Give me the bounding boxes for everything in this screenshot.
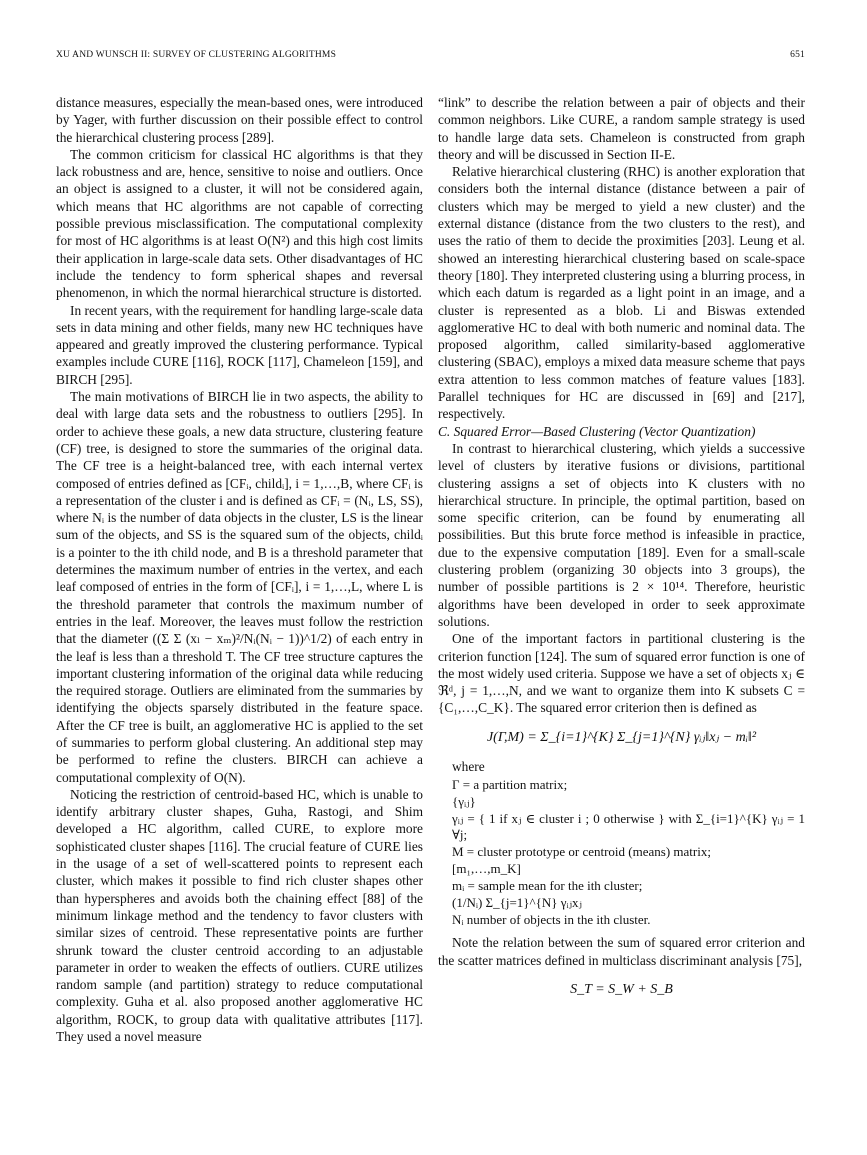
section-heading: C. Squared Error—Based Clustering (Vector Quantization) [438,423,756,439]
left-column [56,94,423,1045]
paragraph: The common criticism for classical HC algorithms is that they lack robustness and are, hence, sensitive to noise and outliers. Once an object is assigned to a cluster, it will not be considered again, which means that HC algorithms are not capable of correcting possible previous misclassification. The computational complexity for most of HC algorithms is at least O(N²) and this high cost limits their application in large-scale data sets. Other disadvantages of HC include the tendency to form spherical shapes and reversal phenomenon, in which the normal hierarchical structure is distorted. [56,146,423,301]
definition-list [452,777,805,928]
equation-scatter: S_T = S_W + S_B [570,981,673,997]
definition-item: M = cluster prototype or centroid (means) matrix; [452,844,711,860]
paragraph: “link” to describe the relation between a pair of objects and their common neighbors. Like CURE, a random sample strategy is used to handle large data sets. Chameleon is constructed from graph theory and will be discussed in Section II-E. [438,95,805,162]
where-label: where [452,758,485,774]
page-number: 651 [790,50,805,60]
definition-item: (1/Nᵢ) Σ_{j=1}^{N} γᵢⱼxⱼ [452,895,582,911]
definition-item: Nᵢ number of objects in the ith cluster. [452,912,651,928]
definition-item: mᵢ = sample mean for the ith cluster; [452,878,643,894]
paragraph: Relative hierarchical clustering (RHC) is another exploration that considers both the internal distance (distance between a pair of clusters which may be merged to yield a new cluster) and the external distance (distance from the two clusters to the rest), and uses the ratio of them to decide the proximities [203]. Leung et al. showed an interesting hierarchical clustering based on scale-space theory [180]. They interpreted clustering using a blurring process, in which each datum is regarded as a light point in an image, and a cluster is represented as a blob. Li and Biswas extended agglomerative HC to deal with both numeric and nominal data. The proposed algorithm, called similarity-based agglomerative clustering (SBAC), employs a mixed data measure scheme that pays extra attention to less common matches of feature values [183]. Parallel techniques for HC are discussed in [69] and [217], respectively. [438,164,805,422]
paragraph: Note the relation between the sum of squared error criterion and the scatter matrices defined in multiclass discriminant analysis [75], [438,935,805,968]
equation-squared-error: J(Γ,M) = Σ_{i=1}^{K} Σ_{j=1}^{N} γᵢⱼ‖xⱼ − mᵢ‖² [486,729,757,745]
paragraph: In recent years, with the requirement for handling large-scale data sets in data mining and other fields, many new HC techniques have appeared and greatly improved the clustering performance. Typical examples include CURE [116], ROCK [117], Chameleon [159], and BIRCH [295]. [56,302,423,387]
paragraph: distance measures, especially the mean-based ones, were introduced by Yager, with further discussion on their possible effect to control the hierarchical clustering process [289]. [56,95,423,145]
right-column [438,94,805,1010]
paragraph: The main motivations of BIRCH lie in two aspects, the ability to deal with large data sets and the robustness to outliers [295]. In order to achieve these goals, a new data structure, clustering feature (CF) tree, is designed to store the summaries of the original data. The CF tree is a height-balanced tree, with each internal vertex composed of entries defined as [CFᵢ, childᵢ], i = 1,…,B, where CFᵢ is a representation of the cluster i and is defined as CFᵢ = (Nᵢ, LS, SS), where Nᵢ is the number of data objects in the cluster, LS is the linear sum of the objects, and SS is the squared sum of the objects, childᵢ is a pointer to the ith child node, and B is a threshold parameter that determines the maximum number of entries in the vertex, and each leaf composed of entries in the form of [CFᵢ], i = 1,…,L, where L is the threshold parameter that controls the maximum number of entries in the leaf. Moreover, the leaves must follow the restriction that the diameter ((Σ Σ (xₗ − xₘ)²/Nᵢ(Nᵢ − 1))^1/2) of each entry in the leaf is less than a threshold T. The CF tree structure captures the important clustering information of the original data while reducing the required storage. Outliers are eliminated from the summaries by identifying the objects sparsely distributed in the feature space. After the CF tree is built, an agglomerative HC is applied to the set of summaries to perform global clustering. An additional step may be performed to refine the clusters. BIRCH can achieve a computational complexity of O(N). [56,389,423,785]
paragraph: Noticing the restriction of centroid-based HC, which is unable to identify arbitrary cluster shapes, Guha, Rastogi, and Shim developed a HC algorithm, called CURE, to explore more sophisticated cluster shapes [116]. The crucial feature of CURE lies in the usage of a set of well-scattered points to represent each cluster, which makes it possible to find rich cluster shapes other than hyperspheres and avoids both the chaining effect [88] of the minimum linkage method and the tendency to favor clusters with similar sizes of centroid. These representative points are further shrunk toward the cluster centroid according to an adjustable parameter in order to weaken the effects of outliers. CURE utilizes random sample (and partition) strategy to reduce computational complexity. Guha et al. also proposed another agglomerative HC algorithm, ROCK, to group data with qualitative attributes [117]. They used a novel measure [56,786,423,1045]
paragraph: In contrast to hierarchical clustering, which yields a successive level of clusters by iterative fusions or divisions, partitional clustering assigns a set of objects into K clusters with no hierarchical structure. In principle, the optimal partition, based on some specific criterion, can be found by enumerating all possibilities. But this brute force method is infeasible in practice, due to the expensive computation [189]. Even for a small-scale clustering problem (organizing 30 objects into 3 groups), the number of possible partitions is 2 × 10¹⁴. Therefore, heuristic algorithms have been developed in order to seek approximate solutions. [438,440,805,629]
definition-item: {γᵢⱼ} [452,794,476,810]
definition-item: γᵢⱼ = { 1 if xⱼ ∈ cluster i ; 0 otherwise } with Σ_{i=1}^{K} γᵢⱼ = 1 ∀j; [452,811,805,843]
paragraph: One of the important factors in partitional clustering is the criterion function [124]. The sum of squared error function is one of the most widely used criteria. Suppose we have a set of objects xⱼ ∈ ℜᵈ, j = 1,…,N, and we want to organize them into K subsets C = {C₁,…,C_K}. The squared error criterion then is defined as [438,631,805,716]
page-header [56,50,805,64]
definition-item: [m₁,…,m_K] [452,861,521,877]
running-title: XU AND WUNSCH II: SURVEY OF CLUSTERING ALGORITHMS [56,50,337,60]
definition-item: Γ = a partition matrix; [452,777,568,793]
